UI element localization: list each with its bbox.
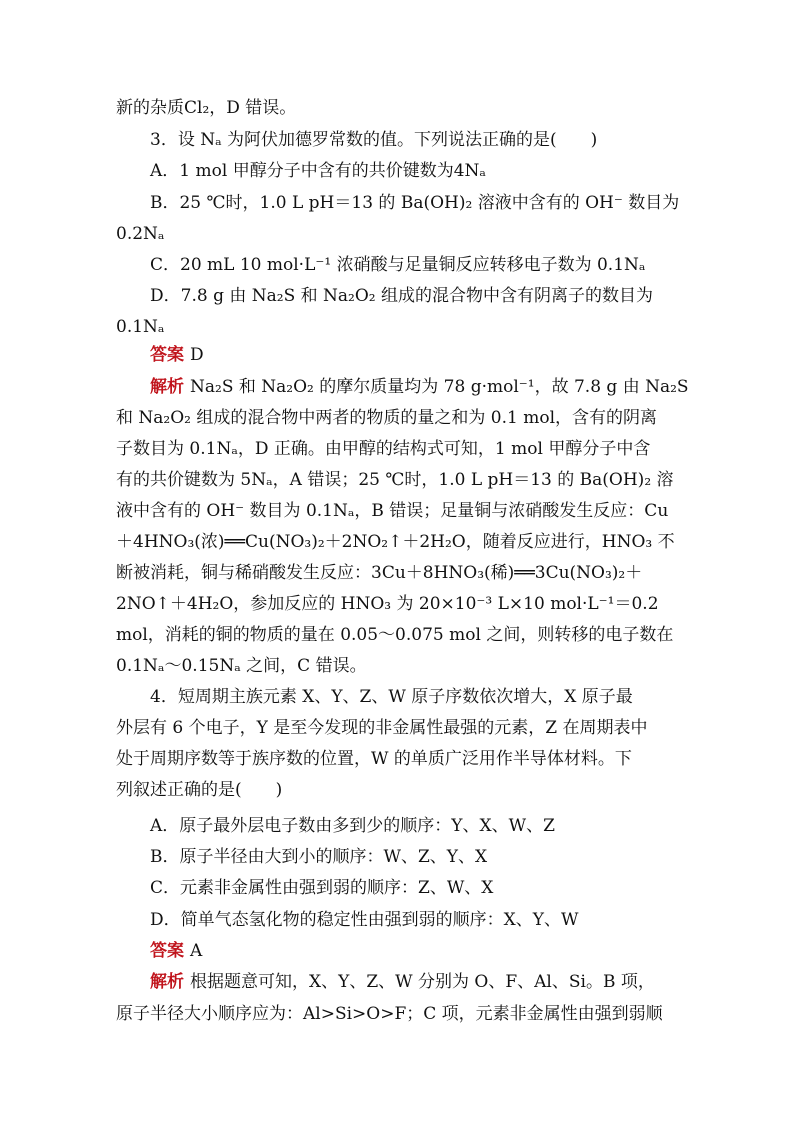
text-line: 原子半径大小顺序应为：Al>Si>O>F；C 项，元素非金属性由强到弱顺 (116, 1004, 663, 1024)
text-line: 子数目为 0.1Nₐ，D 正确。由甲醇的结构式可知，1 mol 甲醇分子中含 (116, 439, 651, 459)
answer-label: 答案 (150, 345, 184, 365)
option-d-cont: 0.1Nₐ (116, 317, 165, 337)
text-line: 液中含有的 OH⁻ 数目为 0.1Nₐ，B 错误；足量铜与浓硝酸发生反应：Cu (116, 501, 669, 521)
analysis-label: 解析 (150, 377, 184, 397)
analysis-line (150, 971, 655, 993)
text-line: mol，消耗的铜的物质的量在 0.05～0.075 mol 之间，则转移的电子数在 (116, 625, 674, 645)
option-d: D．7.8 g 由 Na₂S 和 Na₂O₂ 组成的混合物中含有阴离子的数目为 (150, 286, 654, 306)
option-a: A．1 mol 甲醇分子中含有的共价键数为4Nₐ (150, 161, 486, 181)
question-3-stem: 3．设 Nₐ 为阿伏加德罗常数的值。下列说法正确的是( ) (150, 130, 598, 150)
text-line: 0.1Nₐ～0.15Nₐ 之间，C 错误。 (116, 656, 367, 676)
question-4-stem: 4．短周期主族元素 X、Y、Z、W 原子序数依次增大，X 原子最 (150, 687, 633, 707)
text-line: 新的杂质Cl₂，D 错误。 (116, 98, 297, 118)
text-line: 外层有 6 个电子，Y 是至今发现的非金属性最强的元素，Z 在周期表中 (116, 718, 648, 738)
option-b-cont: 0.2Nₐ (116, 224, 165, 244)
option-c: C．元素非金属性由强到弱的顺序：Z、W、X (150, 878, 494, 898)
option-b: B．25 ℃时，1.0 L pH＝13 的 Ba(OH)₂ 溶液中含有的 OH⁻ 数目为 (150, 193, 680, 213)
answer-value: D (190, 345, 204, 365)
analysis-text: 根据题意可知，X、Y、Z、W 分别为 O、F、Al、Si。B 项， (190, 972, 655, 992)
analysis-label: 解析 (150, 972, 184, 992)
option-c: C．20 mL 10 mol·L⁻¹ 浓硝酸与足量铜反应转移电子数为 0.1Nₐ (150, 255, 646, 275)
option-d: D．简单气态氢化物的稳定性由强到弱的顺序：X、Y、W (150, 910, 579, 930)
text-line: 2NO↑＋4H₂O，参加反应的 HNO₃ 为 20×10⁻³ L×10 mol·L⁻¹＝0.2 (116, 594, 659, 614)
answer-line (150, 344, 204, 366)
text-line: 断被消耗，铜与稀硝酸发生反应：3Cu＋8HNO₃(稀)══3Cu(NO₃)₂＋ (116, 563, 643, 583)
option-a: A．原子最外层电子数由多到少的顺序：Y、X、W、Z (150, 816, 555, 836)
answer-line (150, 940, 202, 962)
answer-value: A (190, 941, 203, 961)
text-line: 处于周期序数等于族序数的位置，W 的单质广泛用作半导体材料。下 (116, 749, 632, 769)
text-line: 列叙述正确的是( ) (116, 780, 283, 800)
text-line: 和 Na₂O₂ 组成的混合物中两者的物质的量之和为 0.1 mol，含有的阴离 (116, 408, 658, 428)
text-line: 有的共价键数为 5Nₐ，A 错误；25 ℃时，1.0 L pH＝13 的 Ba(OH)₂ 溶 (116, 470, 674, 490)
answer-label: 答案 (150, 941, 184, 961)
text-line: ＋4HNO₃(浓)══Cu(NO₃)₂＋2NO₂↑＋2H₂O，随着反应进行，HNO₃ 不 (116, 532, 675, 552)
analysis-text: Na₂S 和 Na₂O₂ 的摩尔质量均为 78 g·mol⁻¹，故 7.8 g 由 Na₂S (190, 377, 689, 397)
option-b: B．原子半径由大到小的顺序：W、Z、Y、X (150, 847, 488, 867)
analysis-line (150, 376, 689, 398)
